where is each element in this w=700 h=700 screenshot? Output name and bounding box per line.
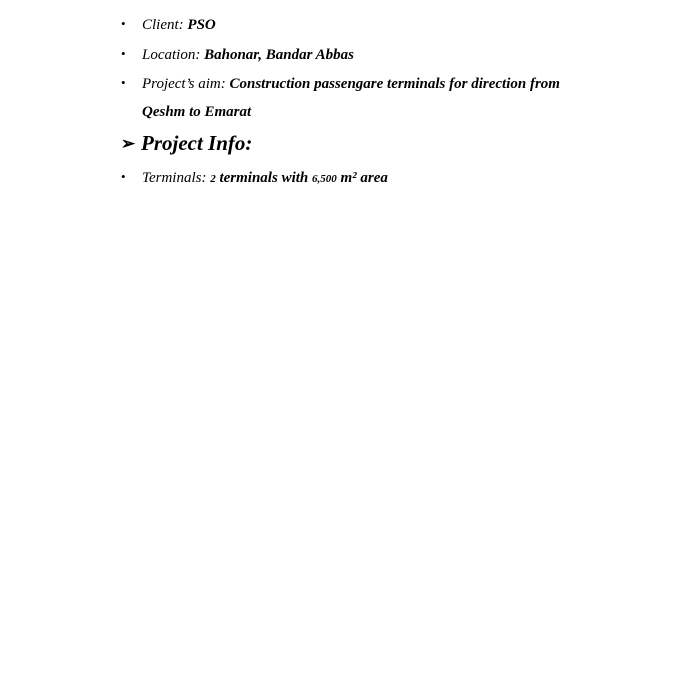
client-value: PSO: [187, 17, 216, 33]
terminals-text-end: area: [360, 170, 388, 186]
project-info-title: Project Info:: [141, 131, 253, 155]
aim-value-line1: Construction passengare terminals for direction from: [229, 76, 560, 92]
terminals-unit: m²: [340, 170, 357, 186]
location-label: Location:: [142, 47, 201, 63]
aim-item: [121, 74, 560, 93]
client-label: Client:: [142, 17, 184, 33]
terminals-item: [121, 168, 388, 188]
project-info-heading: [121, 131, 252, 156]
terminals-text-mid: terminals with: [219, 170, 309, 186]
bullet-icon: •: [121, 75, 126, 90]
arrow-bullet-icon: ➢: [121, 134, 136, 153]
terminals-label: Terminals:: [142, 170, 207, 186]
aim-value-line2: Qeshm to Emarat: [142, 104, 252, 120]
terminals-count: 2: [210, 173, 216, 185]
location-value: Bahonar, Bandar Abbas: [204, 47, 355, 63]
location-item: [121, 45, 354, 64]
bullet-icon: •: [121, 46, 126, 61]
bullet-icon: •: [121, 16, 126, 31]
client-item: [121, 15, 216, 34]
aim-label: Project’s aim:: [142, 76, 226, 92]
terminals-area: 6,500: [312, 173, 337, 185]
bullet-icon: •: [121, 169, 126, 184]
